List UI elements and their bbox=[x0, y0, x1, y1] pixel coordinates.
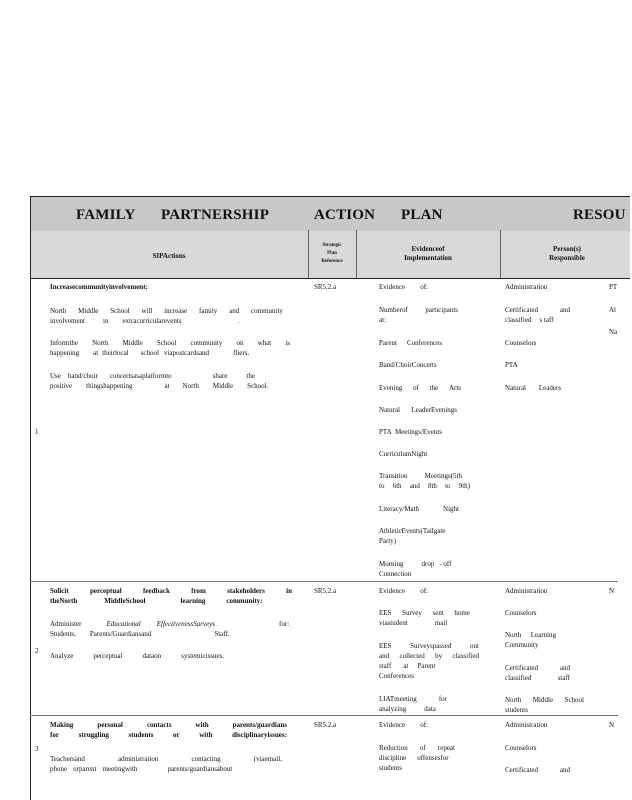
table-left-border bbox=[30, 196, 31, 800]
header-sip-actions: SIPActions bbox=[152, 252, 186, 260]
evidence-item: Evidence of: bbox=[379, 283, 428, 291]
evidence-item: PTA Meetings/Events bbox=[379, 428, 442, 436]
action-title: Increasecommunityinvolvement: bbox=[50, 283, 148, 291]
action-line: Teachersand administration contacting (viaemail, bbox=[50, 755, 282, 763]
evidence-item: Evening of the Arts bbox=[379, 384, 461, 392]
evidence-item: to 6th and 8th to 9th) bbox=[379, 482, 470, 490]
header-divider bbox=[356, 230, 357, 278]
row-number: 2 bbox=[35, 647, 39, 655]
person-responsible: students bbox=[505, 706, 528, 714]
title-word-plan: PLAN bbox=[401, 207, 443, 223]
evidence-item: Conferences bbox=[379, 672, 414, 680]
evidence-item: Morning drop - off bbox=[379, 560, 452, 568]
row-separator bbox=[30, 581, 618, 582]
column-header-row bbox=[30, 231, 630, 279]
header-divider bbox=[308, 230, 309, 278]
evidence-item: Connection bbox=[379, 570, 412, 578]
strategic-reference: SR5.2.a bbox=[314, 587, 337, 595]
evidence-item: Reduction of repeat bbox=[379, 744, 455, 752]
evidence-item: EES Surveyspassed out bbox=[379, 642, 479, 650]
evidence-item: AthleticEvents(Tailgate bbox=[379, 527, 446, 535]
action-line: Informthe North Middle School community on what is bbox=[50, 339, 290, 347]
evidence-item: and collected by classified bbox=[379, 652, 479, 660]
row-number: 3 bbox=[35, 745, 39, 753]
action-line: North Middle School will increase family and community bbox=[50, 307, 283, 315]
header-divider bbox=[500, 230, 501, 278]
evidence-item: Parent Conferences bbox=[379, 339, 442, 347]
evidence-item: at: bbox=[379, 316, 386, 324]
action-line: Use band/choir concertsasaplatformto share the bbox=[50, 372, 255, 380]
person-responsible: Community bbox=[505, 641, 539, 649]
resource-item: N bbox=[609, 721, 615, 729]
resource-item: PT bbox=[609, 283, 618, 291]
title-word-partnership: PARTNERSHIP bbox=[161, 207, 270, 223]
evidence-item: Band/ChoirConcerts bbox=[379, 361, 437, 369]
title-word-resources: RESOU bbox=[573, 207, 626, 223]
person-responsible: Natural Leaders bbox=[505, 384, 561, 392]
action-title: Solicit perceptual feedback from stakeholders in bbox=[50, 587, 292, 595]
strategic-reference: SR5.2.a bbox=[314, 721, 337, 729]
strategic-reference: SR5.2.a bbox=[314, 283, 337, 291]
evidence-item: CurriculumNight bbox=[379, 450, 428, 458]
evidence-item: Party) bbox=[379, 537, 397, 545]
action-line: positive thingshappening at North Middle School. bbox=[50, 382, 269, 390]
title-word-action: ACTION bbox=[314, 207, 376, 223]
action-line: Administer Educational EffectivenessSurveys for: bbox=[50, 620, 290, 628]
person-responsible: Administration bbox=[505, 283, 548, 291]
evidence-item: discipline offensesfor bbox=[379, 754, 449, 762]
evidence-item: Evidence of: bbox=[379, 587, 428, 595]
person-responsible: classified staff bbox=[505, 674, 570, 682]
person-responsible: Counselors bbox=[505, 339, 537, 347]
evidence-item: Literacy/Math Night bbox=[379, 505, 459, 513]
action-title: for struggling students or with disciplinaryissues: bbox=[50, 731, 287, 739]
resource-item: N bbox=[609, 587, 615, 595]
evidence-item: LIATmeeting for bbox=[379, 695, 447, 703]
resource-item: Na bbox=[609, 328, 618, 336]
person-responsible: Counselors bbox=[505, 744, 537, 752]
person-responsible: Certificated and bbox=[505, 766, 570, 774]
header-evidence-of-implementation: Evidenceof Implementation bbox=[404, 245, 452, 262]
header-strategic-plan-reference: Strategic Plan Reference bbox=[321, 243, 343, 264]
person-responsible: Counselors bbox=[505, 609, 537, 617]
header-persons-responsible: Person(s) Responsible bbox=[549, 245, 585, 262]
person-responsible: classified s taff bbox=[505, 316, 554, 324]
person-responsible: Certificated and bbox=[505, 306, 570, 314]
row-number: 1 bbox=[35, 428, 39, 436]
evidence-item: analyzing data bbox=[379, 705, 436, 713]
person-responsible: PTA bbox=[505, 361, 518, 369]
action-line: involvement in extracurricularevents . bbox=[50, 317, 240, 325]
action-title: theNorth MiddleSchool learning community: bbox=[50, 597, 263, 605]
evidence-item: Natural LeaderEvenings bbox=[379, 406, 457, 414]
person-responsible: Administration bbox=[505, 587, 548, 595]
evidence-item: viastudent mail bbox=[379, 619, 448, 627]
person-responsible: Administration bbox=[505, 721, 548, 729]
evidence-item: staff at Parent bbox=[379, 662, 436, 670]
evidence-item: Numberof participants bbox=[379, 306, 458, 314]
evidence-item: EES Survey sent home bbox=[379, 609, 470, 617]
action-title: Making personal contacts with parents/guardians bbox=[50, 721, 287, 729]
action-line: phone orparent meetingwith parents/guardiansabout bbox=[50, 765, 233, 773]
action-line: happening at theirlocal school viapostcardsand fliers. bbox=[50, 349, 250, 357]
evidence-item: Evidence of: bbox=[379, 721, 428, 729]
action-line: Analyze perceptual dataon systemicissues. bbox=[50, 652, 225, 660]
row-separator bbox=[30, 715, 618, 716]
action-line: Students, Parents/Guardiansand Staff. bbox=[50, 630, 230, 638]
title-word-family: FAMILY bbox=[76, 207, 136, 223]
evidence-item: Transition Meetings(5th bbox=[379, 472, 462, 480]
plan-title-banner bbox=[30, 196, 630, 232]
person-responsible: North Learning bbox=[505, 631, 556, 639]
person-responsible: North Middle School bbox=[505, 696, 584, 704]
resource-item: Al bbox=[609, 306, 616, 314]
person-responsible: Certificated and bbox=[505, 664, 570, 672]
evidence-item: students bbox=[379, 764, 402, 772]
